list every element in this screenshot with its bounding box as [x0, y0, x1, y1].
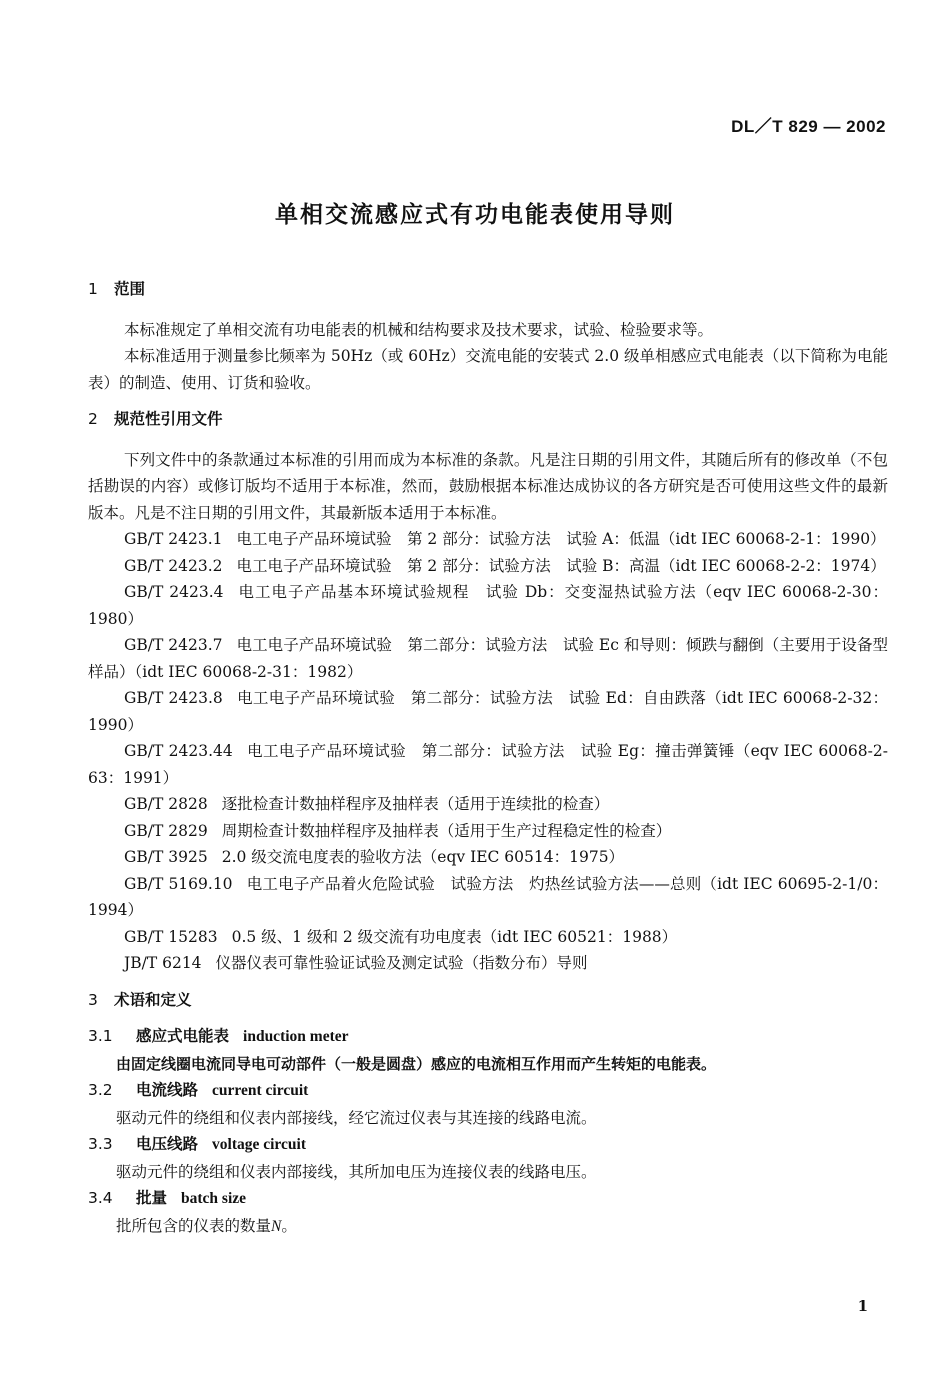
term-number: 3.4 — [88, 1189, 113, 1207]
reference-title: 电工电子产品环境试验 第 2 部分：试验方法 试验 A：低温（idt IEC 60068-2-1：1990） — [236, 530, 886, 548]
section-heading-terms — [88, 987, 888, 1014]
reference-code: GB/T 2423.7 — [124, 636, 223, 654]
document-title: 单相交流感应式有功电能表使用导则 — [275, 202, 675, 228]
term-definition: 驱动元件的绕组和仪表内部接线，其所加电压为连接仪表的线路电压。 — [116, 1162, 597, 1181]
paragraph: 下列文件中的条款通过本标准的引用而成为本标准的条款。凡是注日期的引用文件，其随后所有的修改单（不包括勘误的内容）或修订版均不适用于本标准，然而，鼓励根据本标准达成协议的各方研究是否可使用这些文件的最新版本。凡是不注日期的引用文件，其最新版本适用于本标准。 — [88, 450, 888, 522]
reference-code: GB/T 2423.2 — [124, 556, 223, 575]
reference-item — [88, 553, 888, 580]
term-heading — [88, 1077, 888, 1105]
term-english: batch size — [181, 1190, 247, 1207]
term-english: current circuit — [212, 1082, 309, 1099]
reference-code: GB/T 5169.10 — [124, 874, 233, 893]
reference-item — [88, 685, 888, 738]
reference-list — [88, 526, 888, 977]
term-number: 3.2 — [88, 1081, 113, 1099]
section-number: 3 — [88, 990, 98, 1009]
term-definition-text: 批所包含的仪表的数量 — [116, 1216, 272, 1235]
reference-item — [88, 818, 888, 845]
reference-code: GB/T 2423.44 — [124, 742, 233, 760]
section-number: 1 — [88, 280, 98, 298]
term-number: 3.3 — [88, 1135, 113, 1153]
reference-code: JB/T 6214 — [124, 954, 202, 972]
reference-title: 电工电子产品环境试验 第二部分：试验方法 试验 Ed：自由跌落（idt IEC 60068-2-32：1990） — [88, 689, 888, 734]
reference-item — [88, 738, 888, 791]
reference-code: GB/T 2423.1 — [124, 530, 223, 548]
reference-code: GB/T 2423.4 — [124, 583, 224, 601]
reference-item — [88, 791, 888, 818]
section-title: 术语和定义 — [114, 990, 192, 1009]
term-chinese: 批量 — [136, 1189, 168, 1207]
section-title: 范围 — [114, 280, 146, 298]
term-heading — [88, 1023, 888, 1051]
term-english: voltage circuit — [212, 1136, 306, 1153]
section-number: 2 — [88, 410, 98, 428]
term-definition-end: 。 — [281, 1216, 297, 1235]
section-heading-scope — [88, 276, 888, 303]
term-definition: 由固定线圈电流同导电可动部件（一般是圆盘）感应的电流相互作用而产生转矩的电能表。 — [116, 1054, 717, 1073]
reference-title: 周期检查计数抽样程序及抽样表（适用于生产过程稳定性的检查） — [221, 821, 672, 840]
term-heading — [88, 1185, 888, 1213]
reference-title: 2.0 级交流电度表的验收方法（eqv IEC 60514：1975） — [221, 848, 625, 866]
term-chinese: 电压线路 — [136, 1135, 199, 1153]
term-chinese: 电流线路 — [136, 1081, 199, 1099]
reference-title: 电工电子产品环境试验 第 2 部分：试验方法 试验 B：高温（idt IEC 60068-2-2：1974） — [236, 556, 886, 575]
reference-title: 电工电子产品环境试验 第二部分：试验方法 试验 Eg：撞击弹簧锤（eqv IEC 60068-2-63：1991） — [88, 742, 888, 787]
reference-code: GB/T 2423.8 — [124, 689, 223, 707]
reference-title: 0.5 级、1 级和 2 级交流有功电度表（idt IEC 60521：1988） — [231, 927, 678, 946]
reference-title: 电工电子产品基本环境试验规程 试验 Db：交变湿热试验方法（eqv IEC 60068-2-30：1980） — [88, 583, 888, 628]
section-title: 规范性引用文件 — [114, 410, 223, 428]
reference-code: GB/T 2829 — [124, 821, 208, 840]
variable-n: N — [271, 1217, 282, 1235]
reference-item — [88, 844, 888, 871]
term-definition — [88, 1213, 888, 1241]
section-heading-normative-references — [88, 406, 888, 433]
page-number: 1 — [857, 1297, 868, 1315]
paragraph: 本标准适用于测量参比频率为 50Hz（或 60Hz）交流电能的安装式 2.0 级单相感应式电能表（以下简称为电能表）的制造、使用、订货和验收。 — [88, 347, 888, 392]
reference-code: GB/T 3925 — [124, 848, 208, 866]
document-body — [88, 276, 888, 1240]
reference-code: GB/T 2828 — [124, 795, 208, 813]
reference-item — [88, 924, 888, 951]
reference-title: 电工电子产品环境试验 第二部分：试验方法 试验 Ec 和导则：倾跌与翻倒（主要用于设备型样品）（idt IEC 60068-2-31：1982） — [88, 636, 889, 681]
term-chinese: 感应式电能表 — [136, 1027, 230, 1045]
reference-title: 电工电子产品着火危险试验 试验方法 灼热丝试验方法——总则（idt IEC 60695-2-1/0：1994） — [88, 874, 888, 919]
reference-item — [88, 526, 888, 553]
reference-title: 仪器仪表可靠性验证试验及测定试验（指数分布）导则 — [215, 954, 588, 972]
term-number: 3.1 — [88, 1027, 113, 1045]
term-english: induction meter — [243, 1028, 349, 1045]
term-definition: 驱动元件的绕组和仪表内部接线，经它流过仪表与其连接的线路电流。 — [116, 1108, 597, 1127]
reference-item — [88, 871, 888, 924]
reference-item — [88, 950, 888, 977]
reference-code: GB/T 15283 — [124, 927, 218, 946]
term-heading — [88, 1131, 888, 1159]
standard-number: DL／T 829 — 2002 — [731, 117, 886, 136]
reference-item — [88, 579, 888, 632]
paragraph: 本标准规定了单相交流有功电能表的机械和结构要求及技术要求，试验、检验要求等。 — [124, 320, 714, 339]
reference-item — [88, 632, 888, 685]
reference-title: 逐批检查计数抽样程序及抽样表（适用于连续批的检查） — [221, 795, 610, 813]
